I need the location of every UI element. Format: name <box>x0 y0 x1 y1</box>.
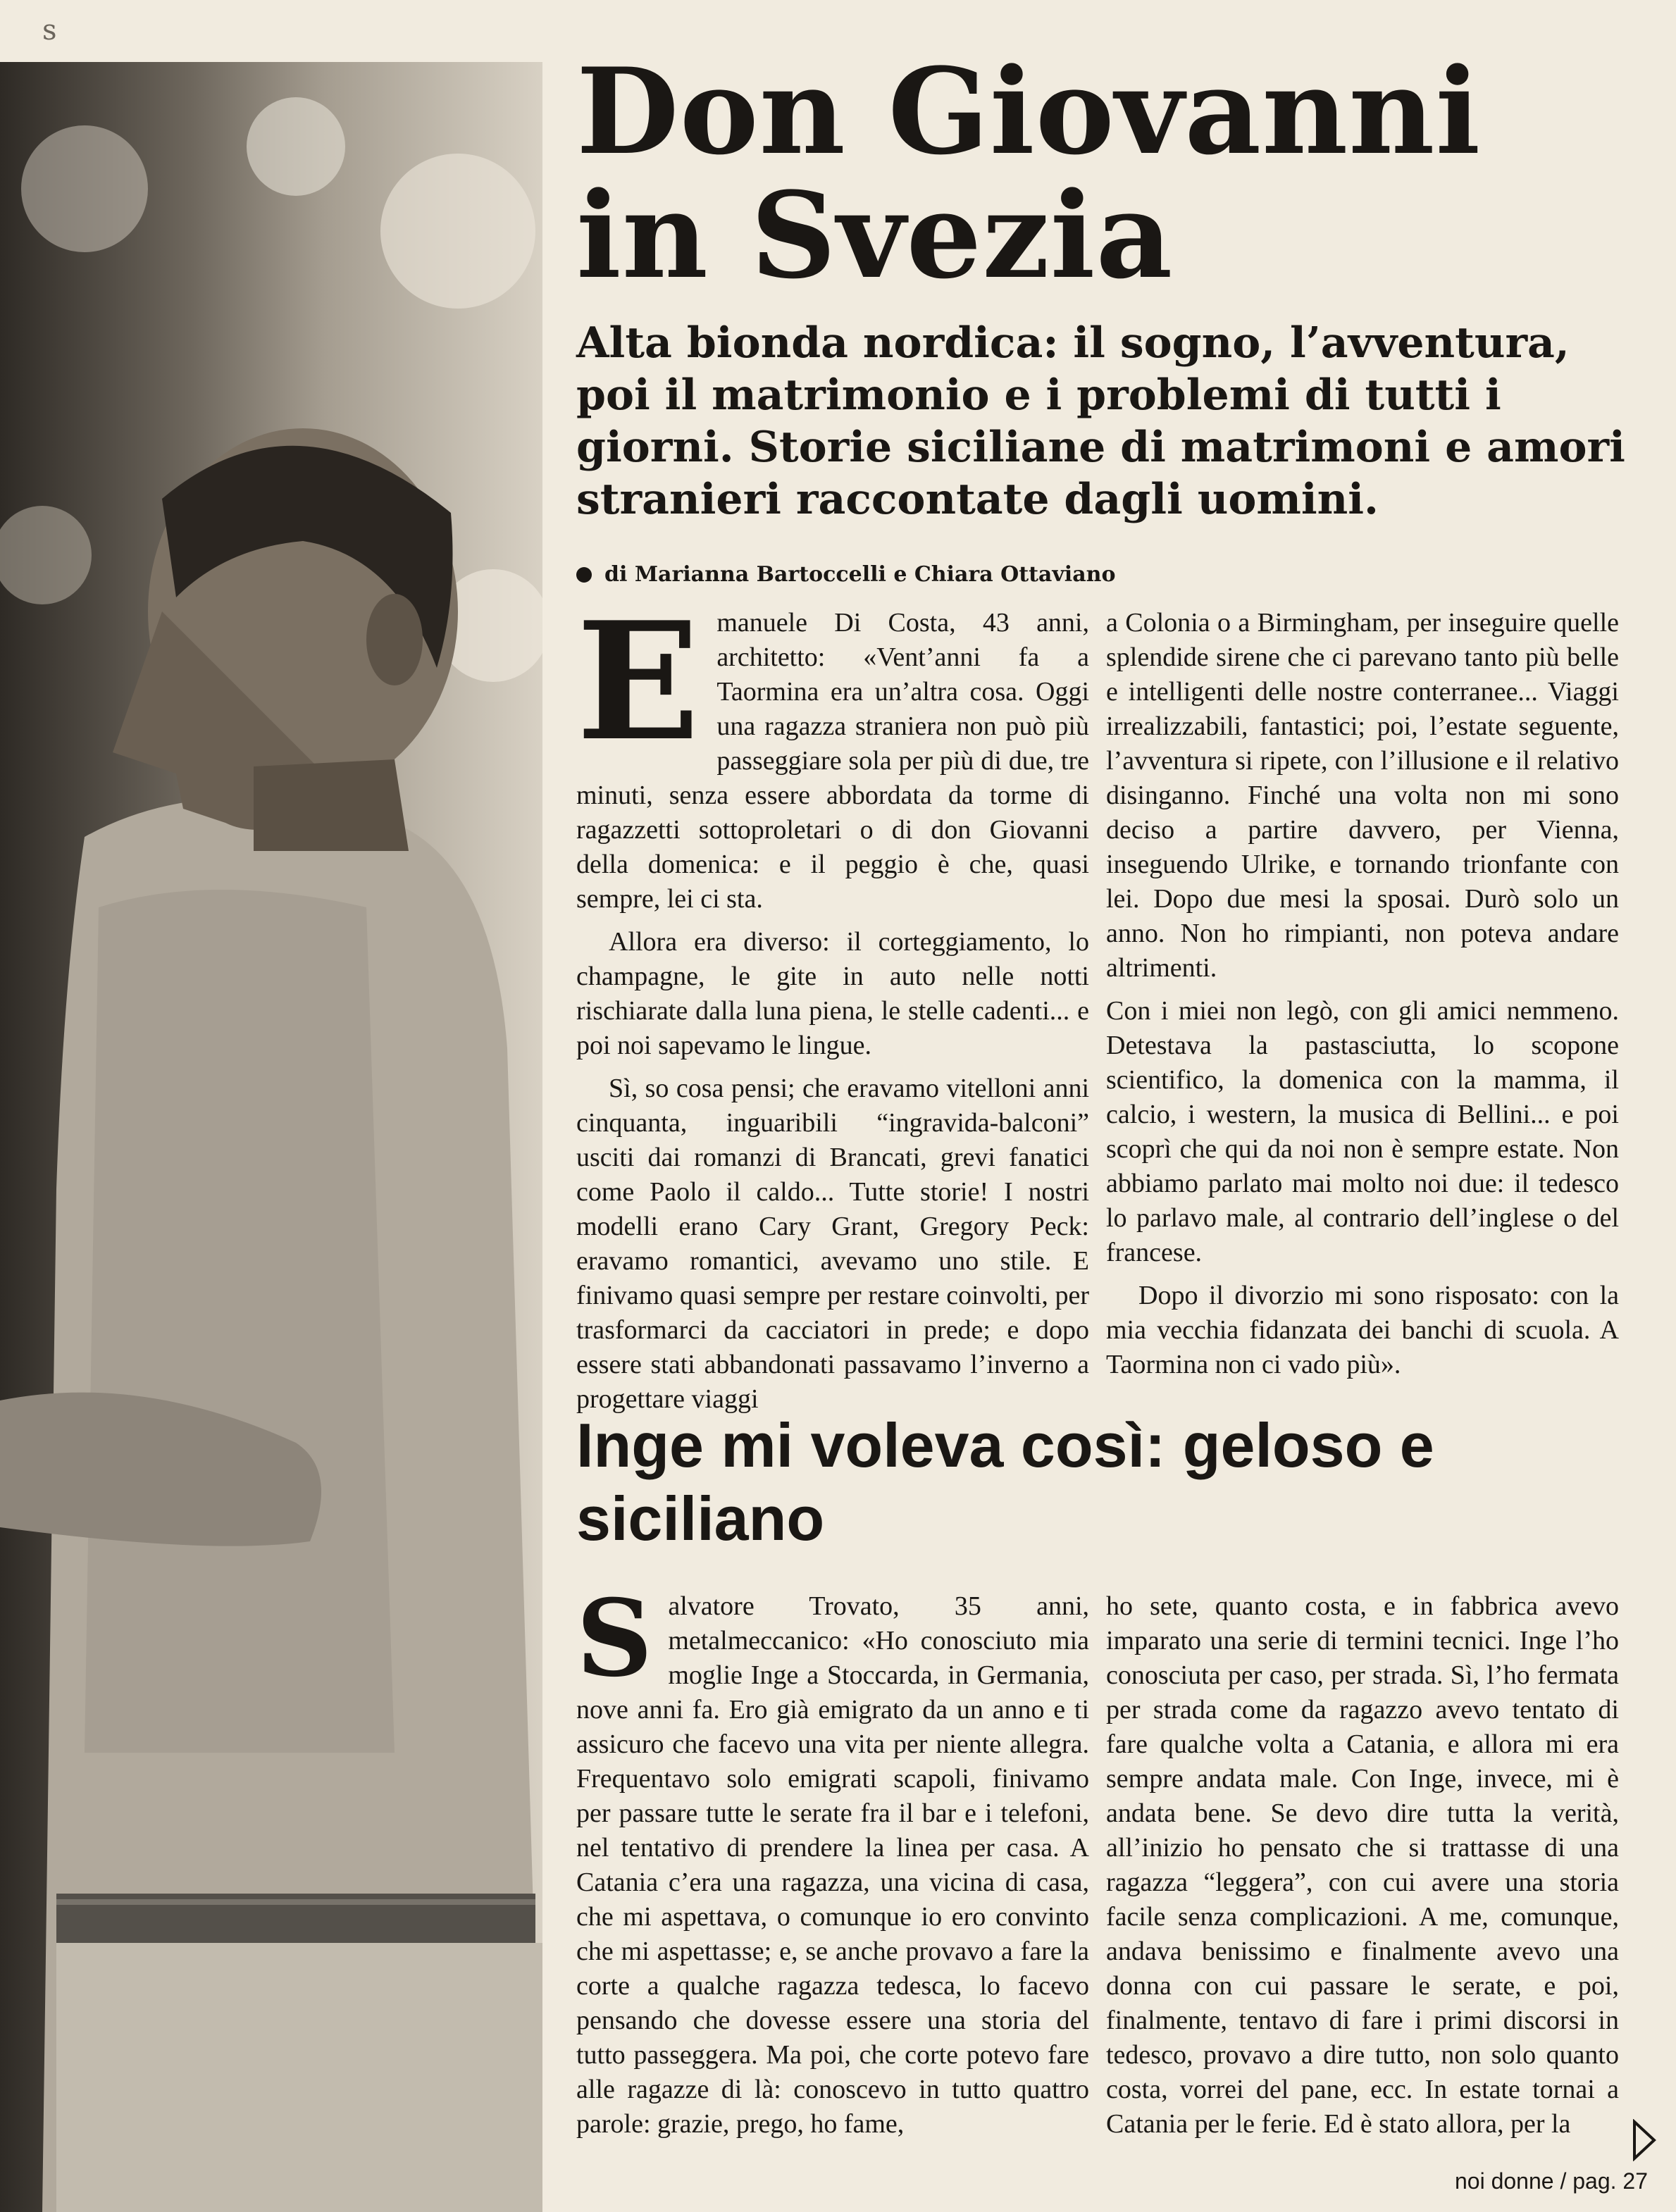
section2-column-1 <box>576 1577 1089 2150</box>
bullet-icon <box>576 567 592 583</box>
paragraph: ho sete, quanto costa, e in fabbrica avevo imparato una serie di termini tecnici. Inge l’ho conosciuta per caso, per strada. Sì, l’ho fermata per strada come da ragazzo avevo tentato di fare qualche volta a Catania, e allora mi era sempre andata male. Con Inge, invece, mi è andata bene. Se devo dire tutta la verità, all’inizio ho pensato che si trattasse di una ragazza “leggera”, con cui avere una storia facile senza complicazioni. A me, comunque, andava benissimo e finalmente avevo una donna con cui passare le serate, e poi, finalmente, tentavo di fare i primi discorsi in tedesco, provavo a dire tutto, non solo quanto costa, vorrei del pane, ecc. In estate tornai a Catania per le ferie. Ed è stato allora, per la <box>1106 1591 1619 2139</box>
article1-dropcap: E <box>576 587 700 777</box>
page-footer <box>1455 2168 1648 2194</box>
margin-mark: s <box>42 14 57 46</box>
paragraph: Con i miei non legò, con gli amici nemmeno. Detestava la pastasciutta, lo scopone scientifico, la domenica con la mamma, il calcio, i western, la musica di Bellini... e poi scoprì che qui da noi non è sempre estate. Non abbiamo parlato mai molto noi due: il tedesco lo parlavo male, al contrario dell’inglese o del francese. <box>1106 996 1619 1267</box>
subtitle: Alta bionda nordica: il sogno, l’avventura, poi il matrimonio e i problemi di tutti i giorni. Storie siciliane di matrimoni e amori stranieri raccontate dagli uomini. <box>576 318 1625 524</box>
paragraph: Allora era diverso: il corteggiamento, lo champagne, le gite in auto nelle notti rischiarate dalla luna piena, le stelle cadenti... e poi noi sapevamo le lingue. <box>576 927 1089 1060</box>
magazine-name: noi donne <box>1454 2168 1554 2194</box>
paragraph: Sì, so cosa pensi; che eravamo vitelloni anni cinquanta, inguaribili “ingravida-balconi” usciti dai romanzi di Brancati, grevi fanatici come Paolo il caldo... Tutte storie! I nostri modelli erano Cary Grant, Gregory Peck: eravamo romantici, avevamo uno stile. E finivamo quasi sempre per restare coinvolti, per trasformarci da cacciatori in prede; e dopo essere stati abbandonati passavamo l’inverno a progettare viaggi <box>576 1074 1089 1414</box>
section2-dropcap: S <box>576 1577 653 1701</box>
paragraph: manuele Di Costa, 43 anni, architetto: «Vent’anni fa a Taormina era un’altra cosa. Oggi una ragazza straniera non può più passeggiare sola per più di due, tre minuti, senza essere abbordata da torme di ragazzetti sottoproletari o di don Giovanni della domenica: e il peggio è che, quasi sempre, lei ci sta. <box>576 608 1089 914</box>
man-profile-illustration <box>0 62 542 2212</box>
paragraph: a Colonia o a Birmingham, per inseguire quelle splendide sirene che ci parevano tanto più belle e intelligenti delle nostre conterranee... Viaggi irrealizzabili, fantastici; poi, l’estate seguente, l’avventura si ripete, con l’illusione e il relativo disinganno. Finché una volta non mi sono deciso a partire davvero, per Vienna, inseguendo Ulrike, e tornando trionfante con lei. Dopo due mesi la sposai. Durò solo un anno. Non ho rimpianti, non poteva andare altrimenti. <box>1106 608 1619 983</box>
article1-column-2 <box>1106 606 1619 1391</box>
byline <box>576 562 1563 587</box>
section2-column-2 <box>1106 1589 1619 2150</box>
continue-arrow-icon <box>1632 2119 1657 2161</box>
section2-heading: Inge mi voleva così: geloso e siciliano <box>576 1410 1434 1553</box>
headline: Don Giovanni in Svezia <box>576 42 1482 305</box>
paragraph: alvatore Trovato, 35 anni, metalmeccanico: «Ho conosciuto mia moglie Inge a Stoccarda, in Germania, nove anni fa. Ero già emigrato da un anno e ti assicuro che facevo una vita per niente allegra. Frequentavo solo emigrati scapoli, finivamo per passare tutte le serate fra il bar e i telefoni, nel tentativo di prendere la linea per casa. A Catania c’era una ragazza, una vicina di casa, che mi aspettava, o comunque io ero convinto che mi aspettasse; e, se anche provavo a fare la corte a qualche ragazza tedesca, lo facevo pensando che dovesse essere una storia del tutto passeggera. Ma poi, che corte potevo fare alle ragazze di là: conoscevo in tutto quattro parole: grazie, prego, ho fame, <box>576 1591 1089 2139</box>
byline-text: di Marianna Bartoccelli e Chiara Ottaviano <box>604 562 1116 587</box>
page-number: / pag. 27 <box>1560 2168 1648 2194</box>
paragraph: Dopo il divorzio mi sono risposato: con la mia vecchia fidanzata dei banchi di scuola. A Taormina non ci vado più». <box>1106 1281 1619 1379</box>
article1-column-1 <box>576 587 1089 1425</box>
portrait-photo <box>0 62 542 2212</box>
